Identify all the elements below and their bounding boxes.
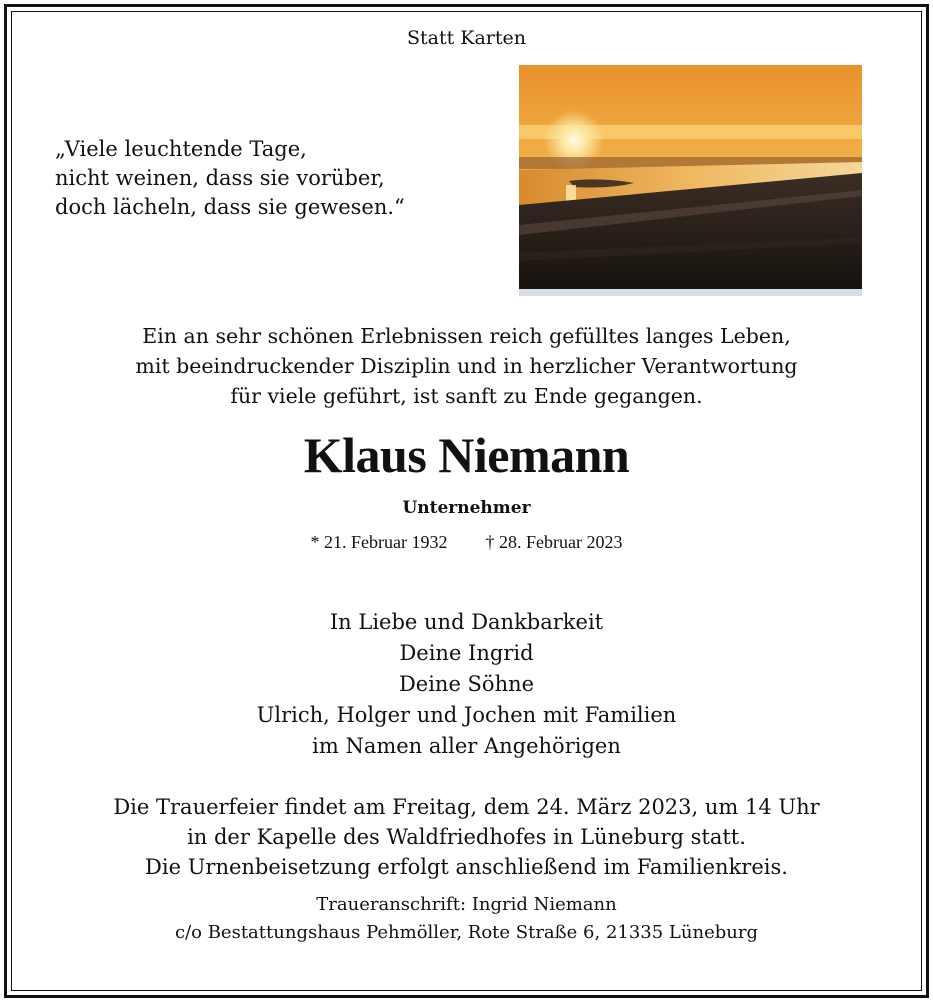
ceremony-line: in der Kapelle des Waldfriedhofes in Lüneburg statt. — [187, 825, 746, 849]
quote-line: doch lächeln, dass sie gewesen.“ — [55, 195, 405, 219]
family-signature — [0, 607, 933, 762]
family-line: Ulrich, Holger und Jochen mit Familien — [256, 703, 677, 727]
ceremony-details — [0, 792, 933, 882]
sunset-landscape-photo — [519, 65, 862, 296]
ceremony-line: Die Urnenbeisetzung erfolgt anschließend im Familienkreis. — [145, 855, 788, 879]
quote-block — [55, 135, 405, 222]
death-date: † 28. Februar 2023 — [485, 532, 623, 552]
birth-date: * 21. Februar 1932 — [310, 532, 448, 552]
intro-line: für viele geführt, ist sanft zu Ende gegangen. — [230, 384, 703, 408]
intro-line: mit beeindruckender Disziplin und in herzlicher Verantwortung — [135, 354, 798, 378]
intro-line: Ein an sehr schönen Erlebnissen reich gefülltes langes Leben, — [142, 324, 791, 348]
family-line: Deine Ingrid — [399, 641, 534, 665]
family-line: im Namen aller Angehörigen — [312, 734, 621, 758]
address-line: c/o Bestattungshaus Pehmöller, Rote Straße 6, 21335 Lüneburg — [175, 922, 758, 943]
life-dates — [0, 532, 933, 553]
mourning-address — [0, 891, 933, 947]
quote-line: „Viele leuchtende Tage, — [55, 137, 307, 161]
intro-text — [0, 321, 933, 411]
address-line: Traueranschrift: Ingrid Niemann — [316, 894, 617, 915]
family-line: Deine Söhne — [398, 672, 535, 696]
ceremony-line: Die Trauerfeier findet am Freitag, dem 24. März 2023, um 14 Uhr — [113, 795, 820, 819]
quote-line: nicht weinen, dass sie vorüber, — [55, 166, 385, 190]
statt-karten-label: Statt Karten — [406, 27, 526, 49]
family-line: In Liebe und Dankbarkeit — [329, 610, 604, 634]
deceased-name: Klaus Niemann — [303, 427, 630, 483]
deceased-occupation: Unternehmer — [402, 498, 531, 518]
